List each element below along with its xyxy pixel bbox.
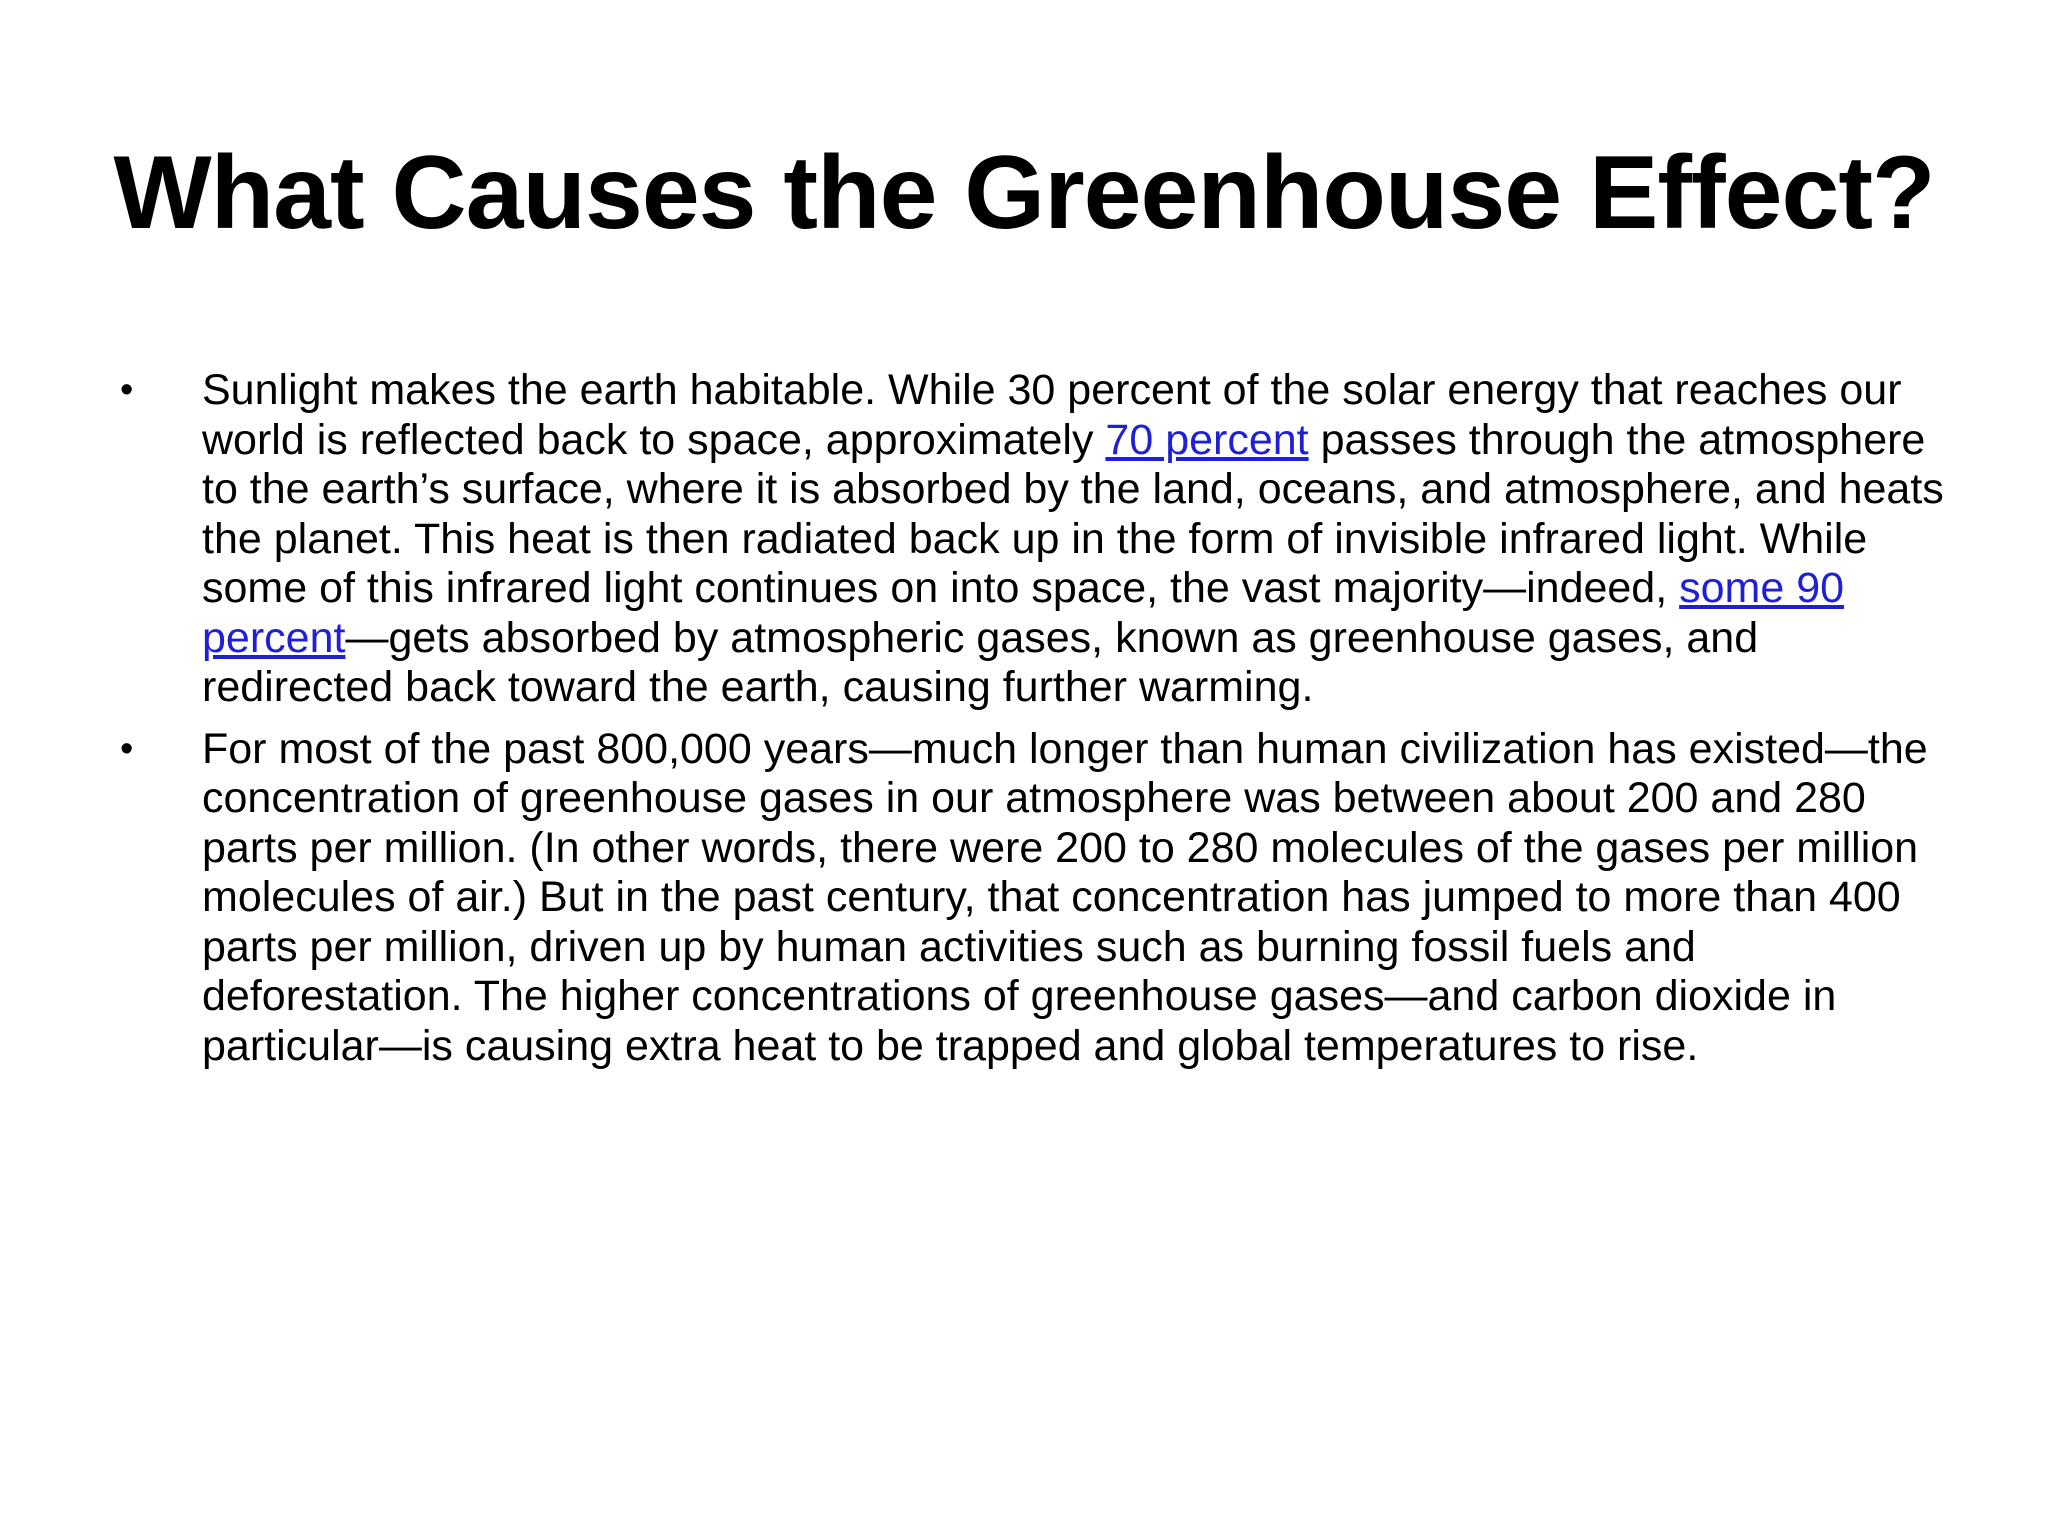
bullet-icon: • bbox=[120, 727, 134, 770]
bullet-text-segment: Sunlight makes the earth habitable. While 30 percent of the solar energy that reaches our world is reflected back to space, approximately bbox=[202, 366, 1902, 464]
link-some-90-percent[interactable]: some 90 percent bbox=[202, 564, 1845, 662]
bullet-icon: • bbox=[120, 369, 134, 411]
bullet-item-concentration bbox=[120, 725, 1955, 1072]
slide-title: What Causes the Greenhouse Effect? bbox=[113, 135, 1935, 251]
bullet-list bbox=[120, 366, 1955, 1083]
bullet-text-segment: passes through the atmosphere to the earth’s surface, where it is absorbed by the land, oceans, and atmosphere, and heats the planet. This heat is then radiated back up in the form of invisible infrared light. While some of this infrared light continues on into space, the vast majority—indeed, bbox=[202, 415, 1944, 612]
bullet-item-sunlight bbox=[120, 366, 1955, 713]
link-70-percent[interactable]: 70 percent bbox=[1105, 415, 1309, 464]
bullet-text-segment: —gets absorbed by atmospheric gases, known as greenhouse gases, and redirected back toward the earth, causing further warming. bbox=[202, 613, 1759, 711]
bullet-text: For most of the past 800,000 years—much longer than human civilization has existed—the concentration of greenhouse gases in our atmosphere was between about 200 and 280 parts per million. (In other words, there were 200 to 280 molecules of the gases per million molecules of air.) But in the past century, that concentration has jumped to more than 400 parts per million, driven up by human activities such as burning fossil fuels and deforestation. The higher concentrations of greenhouse gases—and carbon dioxide in particular—is causing extra heat to be trapped and global temperatures to rise. bbox=[202, 724, 1928, 1070]
bullet-text bbox=[202, 366, 1955, 713]
